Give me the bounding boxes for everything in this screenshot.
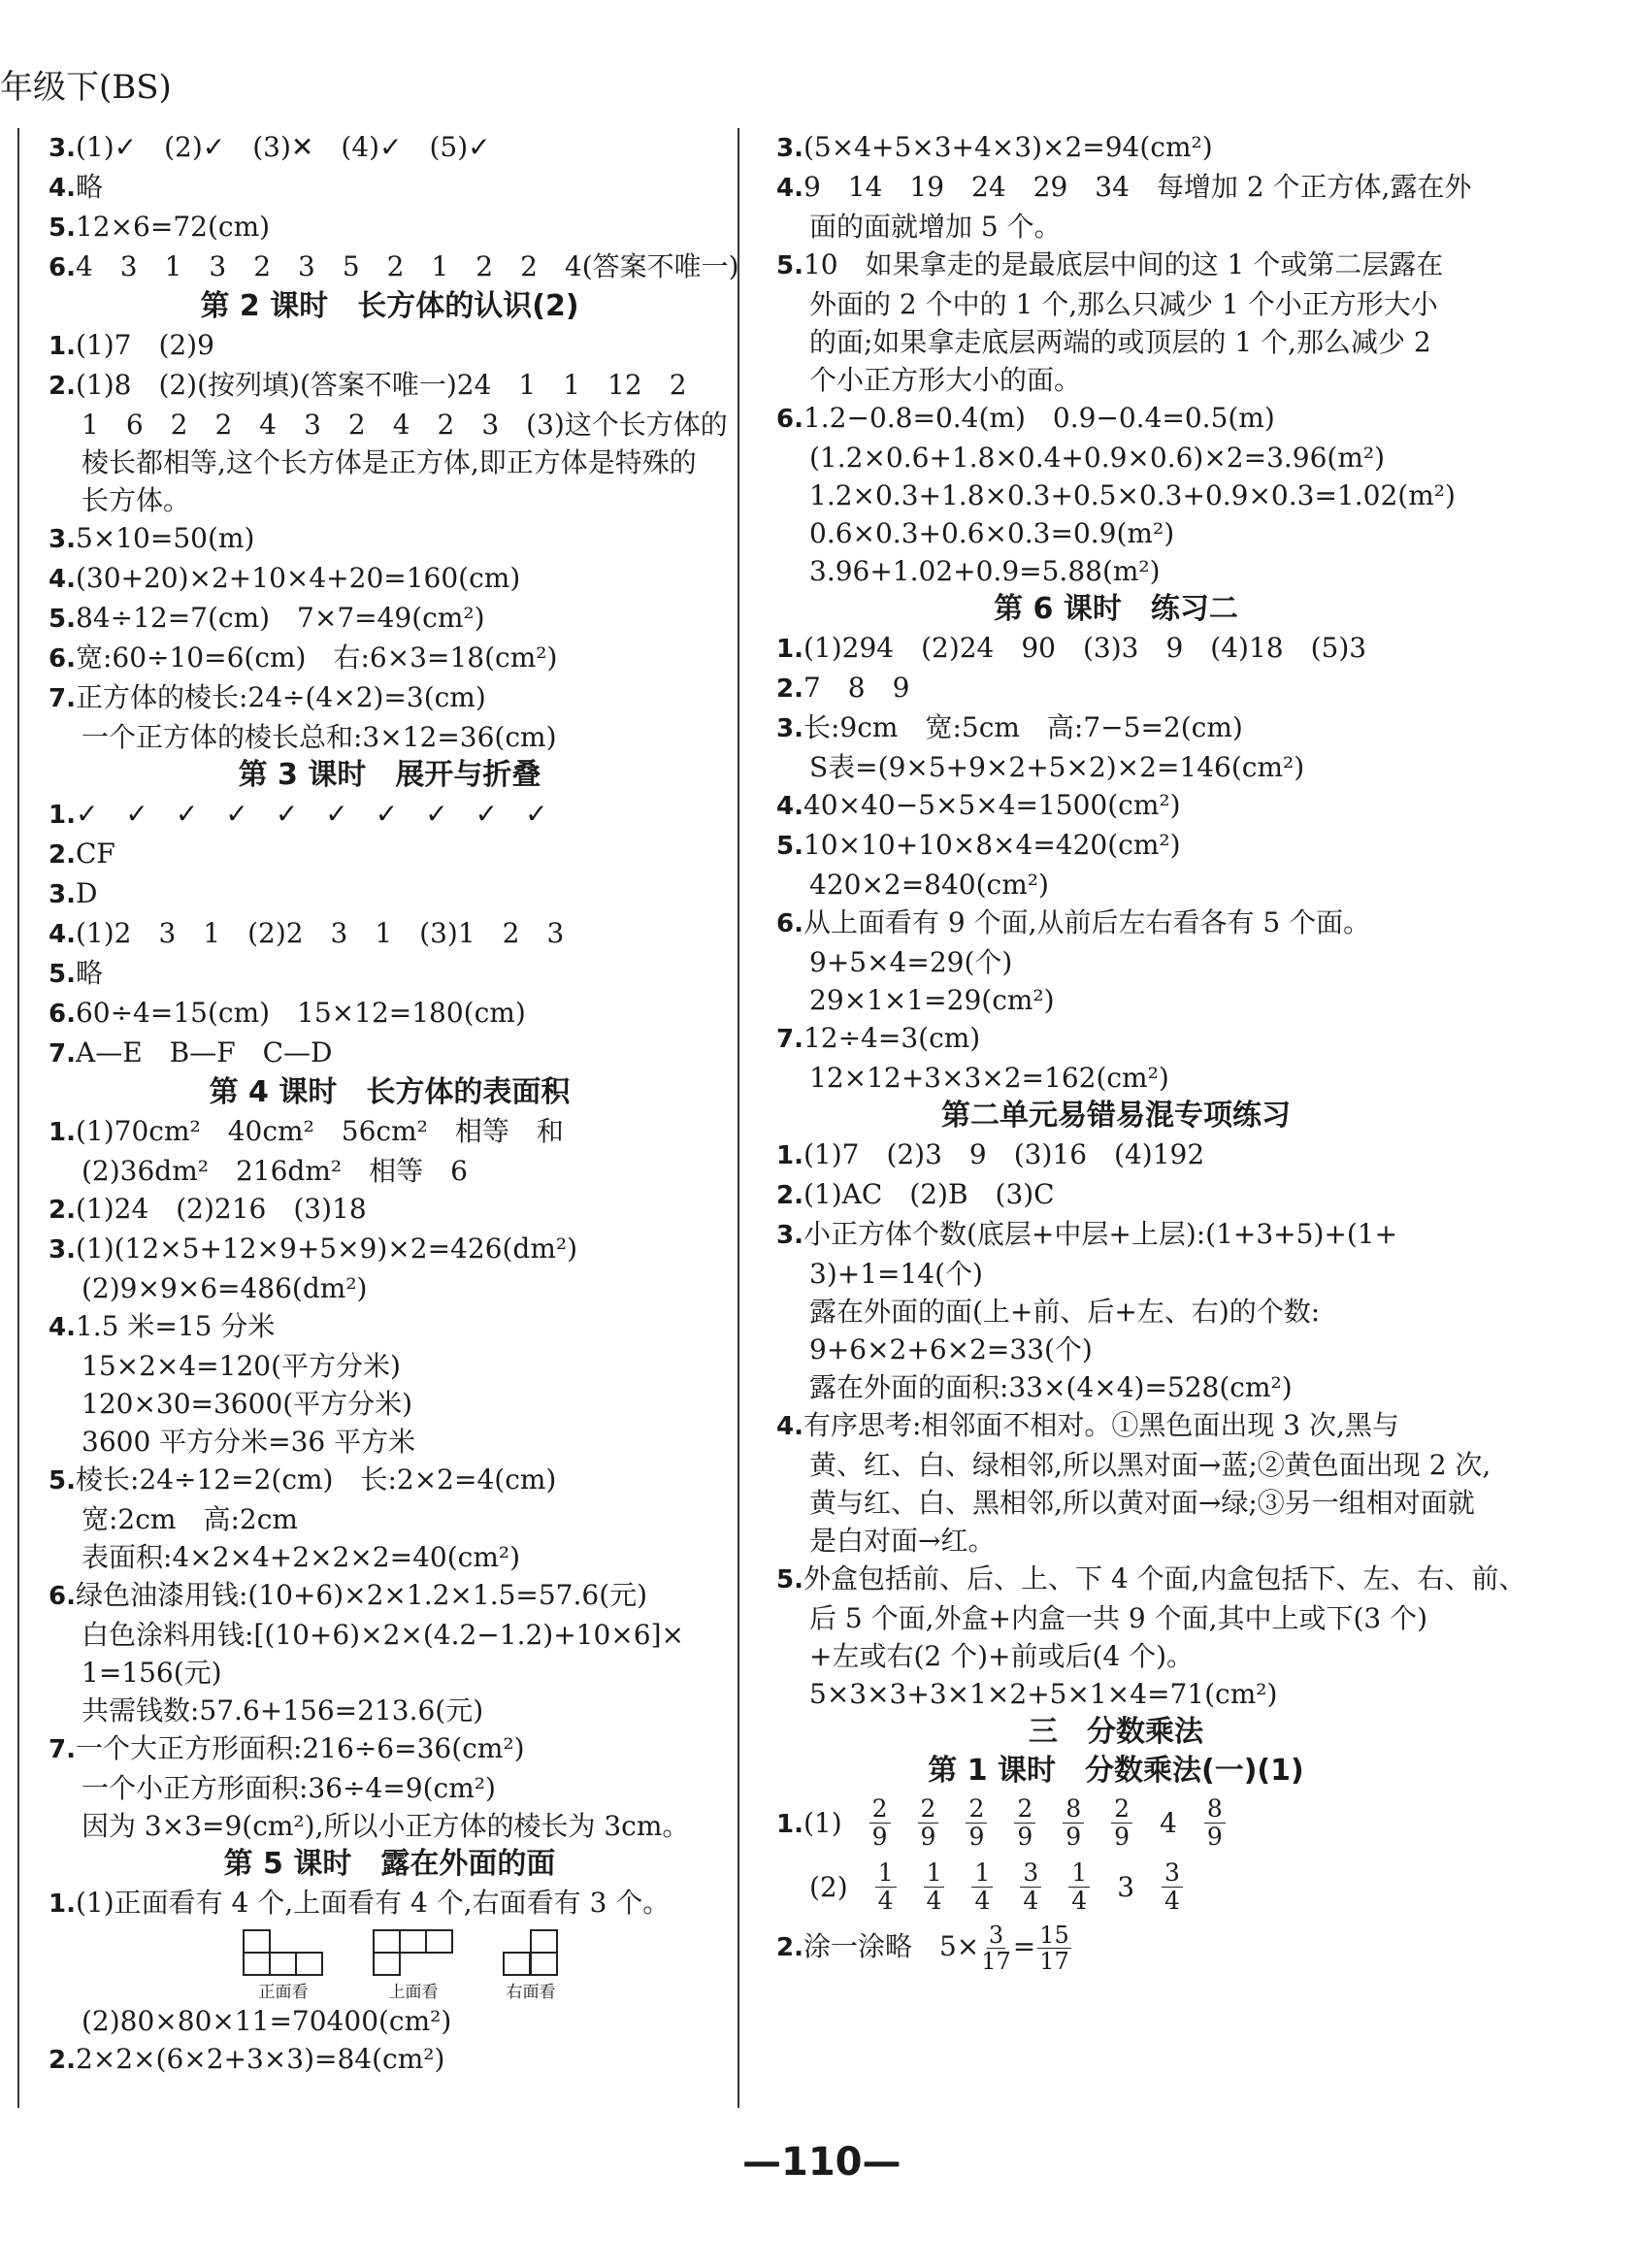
question-number: 3. <box>49 880 76 909</box>
question-number: 5. <box>776 1565 803 1594</box>
answer-line <box>49 208 731 247</box>
answer-text: 10 如果拿走的是最底层中间的这 1 个或第二层露在 <box>803 248 1444 280</box>
answer-text: 一个大正方形面积:216÷6=36(cm²) <box>75 1732 525 1764</box>
answer-continuation: 120×30=3600(平方分米) <box>82 1388 413 1420</box>
answer-continuation: 共需钱数:57.6+156=213.6(元) <box>82 1694 484 1726</box>
answer-text: (1)70cm² 40cm² 56cm² 相等 和 <box>75 1115 564 1147</box>
answer-line <box>49 1230 731 1269</box>
answer-line <box>776 708 1456 748</box>
question-number: 2. <box>49 1196 76 1225</box>
answer-text: (1)24 (2)216 (3)18 <box>75 1193 367 1225</box>
answer-text: 2×2×(6×2+3×3)=84(cm²) <box>75 2043 445 2075</box>
section-heading: 第 1 课时 分数乘法(一)(1) <box>928 1754 1304 1788</box>
answer-line <box>49 2040 731 2080</box>
answer-text: CF <box>75 838 115 870</box>
answer-continuation: 9+6×2+6×2=33(个) <box>809 1333 1093 1365</box>
question-number: 5. <box>49 1466 76 1496</box>
answer-continuation: 个小正方形大小的面。 <box>809 364 1082 396</box>
left-tail-lines <box>49 2002 731 2080</box>
answer-continuation: 棱长都相等,这个长方体是正方体,即正方体是特殊的 <box>82 446 697 478</box>
answer-line <box>776 1560 1526 1599</box>
answer-continuation: 5×3×3+3×1×2+5×1×4=71(cm²) <box>809 1678 1278 1710</box>
question-number: 7. <box>776 1025 803 1054</box>
answer-line <box>49 168 731 208</box>
answer-text: 12×6=72(cm) <box>75 211 271 243</box>
fraction-answers-row-1 <box>776 1791 1456 1855</box>
answer-line <box>776 1406 1456 1446</box>
section-heading: 三 分数乘法 <box>1029 1715 1203 1749</box>
answer-line <box>49 874 731 914</box>
question-number: 6. <box>776 405 803 434</box>
question-number: 1. <box>776 1141 803 1170</box>
answer-text: (1)7 (2)9 <box>75 329 214 361</box>
answer-continuation: 露在外面的面(上+前、后+左、右)的个数: <box>809 1296 1321 1328</box>
answer-line <box>49 1884 731 1923</box>
answer-continuation: 29×1×1=29(cm²) <box>809 984 1055 1016</box>
question-number: 4. <box>49 565 76 594</box>
fraction: $\frac{1}{4}$ <box>875 1859 897 1915</box>
fraction: $\frac{1}{4}$ <box>924 1859 945 1915</box>
answer-continuation: 白色涂料用钱:[(10+6)×2×(4.2−1.2)+10×6]× <box>82 1619 684 1651</box>
top-view-figure <box>373 1929 454 2002</box>
answer-line <box>49 1729 731 1769</box>
fraction: $\frac{2}{9}$ <box>869 1795 891 1851</box>
answer-continuation: 一个小正方形面积:36÷4=9(cm²) <box>82 1772 496 1804</box>
answer-continuation: 露在外面的面积:33×(4×4)=528(cm²) <box>809 1371 1293 1403</box>
answer-continuation: 面的面就增加 5 个。 <box>809 211 1062 243</box>
answer-continuation: (2)80×80×11=70400(cm²) <box>82 2005 452 2037</box>
answer-text: D <box>75 877 98 909</box>
question-number: 4. <box>776 1412 803 1441</box>
answer-text: 40×40−5×5×4=1500(cm²) <box>803 789 1181 821</box>
view-label-front: 正面看 <box>258 1983 309 2002</box>
answer-continuation: (1.2×0.6+1.8×0.4+0.9×0.6)×2=3.96(m²) <box>809 442 1386 474</box>
fraction: $\frac{2}{9}$ <box>1111 1795 1132 1851</box>
fraction: $\frac{3}{4}$ <box>1020 1859 1041 1915</box>
answer-line-q2: 2.涂一涂略 5× $\frac{3}{17}$ = $\frac{15}{17}$ <box>776 1922 1069 1975</box>
page-number: —110— <box>742 2140 901 2185</box>
answer-text: 12÷4=3(cm) <box>803 1022 981 1054</box>
answer-text: (1)(12×5+12×9+5×9)×2=426(dm²) <box>75 1233 578 1265</box>
answer-text: 小正方体个数(底层+中层+上层):(1+3+5)+(1+ <box>803 1218 1398 1250</box>
answer-continuation: 一个正方体的棱长总和:3×12=36(cm) <box>82 721 557 753</box>
fraction: $\frac{15}{17}$ <box>1039 1922 1069 1975</box>
answer-text: 有序思考:相邻面不相对。①黑色面出现 3 次,黑与 <box>803 1409 1399 1441</box>
answer-text: 外盒包括前、后、上、下 4 个面,内盒包括下、左、右、前、 <box>803 1562 1526 1594</box>
answer-line <box>49 519 731 559</box>
question-number: 1. <box>49 1890 76 1919</box>
fraction: $\frac{8}{9}$ <box>1204 1795 1226 1851</box>
answer-line <box>776 1175 1456 1215</box>
answer-line <box>49 994 731 1034</box>
question-number: 5. <box>49 960 76 989</box>
answer-line <box>776 168 1472 208</box>
answer-continuation: 黄与红、白、黑相邻,所以黄对面→绿;③另一组相对面就 <box>809 1487 1475 1519</box>
answer-text: 长:9cm 宽:5cm 高:7−5=2(cm) <box>803 711 1243 743</box>
answer-continuation: 外面的 2 个中的 1 个,那么只减少 1 个小正方形大小 <box>809 288 1438 320</box>
question-number: 2. <box>49 372 76 401</box>
answer-line <box>776 1135 1456 1175</box>
answer-line <box>776 1215 1456 1255</box>
answer-continuation: 1 6 2 2 4 3 2 4 2 3 (3)这个长方体的 <box>82 409 728 441</box>
view-label-top: 上面看 <box>388 1983 439 2002</box>
row-lead: (2) <box>809 1870 848 1903</box>
section-heading: 第 3 课时 展开与折叠 <box>238 758 541 792</box>
answer-text: 宽:60÷10=6(cm) 右:6×3=18(cm²) <box>75 641 558 674</box>
question-number: 4. <box>776 792 803 821</box>
answer-continuation: S表=(9×5+9×2+5×2)×2=146(cm²) <box>809 751 1305 783</box>
answer-continuation: 3600 平方分米=36 平方米 <box>82 1426 416 1458</box>
question-number: 6. <box>49 1582 76 1611</box>
answer-text: 略 <box>75 957 103 989</box>
answer-text: 棱长:24÷12=2(cm) 长:2×2=4(cm) <box>75 1463 557 1496</box>
answer-line <box>49 1034 731 1073</box>
answer-line <box>49 1307 731 1347</box>
answer-line <box>49 128 731 168</box>
answer-text: 9 14 19 24 29 34 每增加 2 个正方体,露在外 <box>803 171 1472 203</box>
answer-line <box>776 629 1456 669</box>
answer-continuation: 3)+1=14(个) <box>809 1258 983 1290</box>
section-heading: 第二单元易错易混专项练习 <box>941 1099 1291 1133</box>
answer-line <box>776 128 1456 168</box>
answer-line <box>776 904 1456 943</box>
answer-text: 60÷4=15(cm) 15×12=180(cm) <box>75 997 526 1029</box>
answer-continuation: 长方体。 <box>82 484 191 516</box>
question-number: 3. <box>49 525 76 554</box>
answer-continuation: 9+5×4=29(个) <box>809 946 1013 978</box>
answer-text: 7 8 9 <box>803 672 910 704</box>
question-number: 2. <box>776 1181 803 1210</box>
answer-line <box>49 954 731 994</box>
answer-line <box>49 914 731 954</box>
answer-line <box>49 1576 731 1616</box>
question-number: 5. <box>49 605 76 634</box>
question-number: 1. <box>49 801 76 830</box>
answer-line <box>49 639 731 678</box>
answer-line <box>49 326 731 366</box>
answer-continuation: 黄、红、白、绿相邻,所以黑对面→蓝;②黄色面出现 2 次, <box>809 1449 1491 1481</box>
question-number: 3. <box>49 134 76 163</box>
fraction: $\frac{1}{4}$ <box>971 1859 993 1915</box>
question-number: 7. <box>49 684 76 713</box>
answer-text: 5×10=50(m) <box>75 522 255 554</box>
fraction: $\frac{2}{9}$ <box>1014 1795 1035 1851</box>
whole-number: 4 <box>1160 1806 1177 1839</box>
answer-text: (1)7 (2)3 9 (3)16 (4)192 <box>803 1138 1205 1170</box>
answer-continuation: (2)36dm² 216dm² 相等 6 <box>82 1155 468 1187</box>
fraction: $\frac{1}{4}$ <box>1068 1859 1090 1915</box>
question-number: 2. <box>49 2046 76 2075</box>
question-number: 3. <box>776 1221 803 1250</box>
answer-line <box>49 1190 731 1230</box>
answer-continuation: 1.2×0.3+1.8×0.3+0.5×0.3+0.9×0.3=1.02(m²) <box>809 479 1456 511</box>
answer-text: 10×10+10×8×4=420(cm²) <box>803 829 1181 861</box>
answer-line <box>776 246 1456 285</box>
fraction: $\frac{8}{9}$ <box>1063 1795 1084 1851</box>
view-label-right: 右面看 <box>506 1983 556 2002</box>
question-number: 6. <box>49 644 76 674</box>
section-heading: 第 6 课时 练习二 <box>994 592 1238 626</box>
question-number: 7. <box>49 1735 76 1764</box>
question-number: 5. <box>776 251 803 280</box>
answer-text: 略 <box>75 171 103 203</box>
question-number: 6. <box>49 1000 76 1029</box>
question-number: 4. <box>49 1313 76 1342</box>
answer-line <box>49 599 731 639</box>
question-number: 7. <box>49 1039 76 1068</box>
question-number: 6. <box>776 909 803 938</box>
answer-line <box>776 669 1456 708</box>
question-number: 2. <box>776 674 803 704</box>
answer-continuation: +左或右(2 个)+前或后(4 个)。 <box>809 1640 1195 1672</box>
whole-number: 3 <box>1117 1870 1135 1903</box>
answer-line <box>49 1112 731 1152</box>
question-number: 3. <box>776 714 803 743</box>
answer-text: A—E B—F C—D <box>75 1036 333 1068</box>
answer-continuation: 420×2=840(cm²) <box>809 869 1049 901</box>
answer-continuation: 3.96+1.02+0.9=5.88(m²) <box>809 555 1161 587</box>
answer-continuation: 的面;如果拿走底层两端的或顶层的 1 个,那么减少 2 <box>809 326 1431 358</box>
answer-line <box>776 826 1456 866</box>
answer-continuation: 宽:2cm 高:2cm <box>82 1503 298 1535</box>
answer-continuation: 1=156(元) <box>82 1657 222 1689</box>
question-number: 4. <box>49 174 76 203</box>
section-heading: 第 4 课时 长方体的表面积 <box>209 1075 571 1109</box>
answer-text: 从上面看有 9 个面,从前后左右看各有 5 个面。 <box>803 906 1371 938</box>
left-column <box>17 128 739 2108</box>
question-number: 5. <box>776 832 803 861</box>
page-header: 年级下(BS) <box>0 68 172 107</box>
question-number: 1. <box>776 635 803 664</box>
answer-text: (1)AC (2)B (3)C <box>803 1178 1055 1210</box>
answer-line <box>49 835 731 874</box>
answer-continuation: 0.6×0.3+0.6×0.3=0.9(m²) <box>809 517 1175 549</box>
question-number: 3. <box>776 134 803 163</box>
answer-line <box>49 1461 731 1500</box>
question-number: 4. <box>776 174 803 203</box>
answer-continuation: 是白对面→红。 <box>809 1525 996 1557</box>
answer-text: (1)✓ (2)✓ (3)✕ (4)✓ (5)✓ <box>75 131 491 163</box>
answer-continuation: 后 5 个面,外盒+内盒一共 9 个面,其中上或下(3 个) <box>809 1602 1428 1634</box>
answer-continuation: 15×2×4=120(平方分米) <box>82 1350 401 1382</box>
question-number: 1. <box>49 332 76 361</box>
answer-continuation: 因为 3×3=9(cm²),所以小正方体的棱长为 3cm。 <box>82 1810 690 1842</box>
answer-text: (1)8 (2)(按列填)(答案不唯一)24 1 1 12 2 <box>75 369 687 401</box>
answer-text: 4 3 1 3 2 3 5 2 1 2 2 4(答案不唯一) <box>75 250 739 282</box>
question-number: 3. <box>49 1235 76 1265</box>
fraction: $\frac{3}{4}$ <box>1162 1859 1183 1915</box>
answer-line <box>776 1019 1456 1059</box>
answer-continuation: (2)9×9×6=486(dm²) <box>82 1272 368 1304</box>
answer-line <box>49 795 731 835</box>
fraction: $\frac{3}{17}$ <box>981 1922 1011 1975</box>
answer-text: (30+20)×2+10×4+20=160(cm) <box>75 562 521 594</box>
answer-text: 正方体的棱长:24÷(4×2)=3(cm) <box>75 681 486 713</box>
answer-text: ✓ ✓ ✓ ✓ ✓ ✓ ✓ ✓ ✓ ✓ <box>75 798 548 830</box>
question-number: 4. <box>49 920 76 949</box>
fraction: $\frac{2}{9}$ <box>918 1795 939 1851</box>
question-number: 5. <box>49 214 76 243</box>
answer-text: (5×4+5×3+4×3)×2=94(cm²) <box>803 131 1213 163</box>
answer-text: 绿色油漆用钱:(10+6)×2×1.2×1.5=57.6(元) <box>75 1579 648 1611</box>
answer-continuation: 表面积:4×2×4+2×2×2=40(cm²) <box>82 1541 521 1573</box>
answer-line <box>776 786 1456 826</box>
question-number: 2. <box>776 1933 803 1962</box>
answer-line <box>49 559 731 599</box>
fraction: $\frac{2}{9}$ <box>966 1795 987 1851</box>
left-lines <box>49 128 739 1923</box>
question-number: 1. <box>49 1118 76 1147</box>
answer-text: 1.2−0.8=0.4(m) 0.9−0.4=0.5(m) <box>803 402 1275 434</box>
answer-text: 1.5 米=15 分米 <box>75 1310 276 1342</box>
answer-text: 84÷12=7(cm) 7×7=49(cm²) <box>75 602 485 634</box>
question-number: 2. <box>49 840 76 870</box>
section-heading: 第 2 课时 长方体的认识(2) <box>200 289 579 323</box>
question-number: 6. <box>49 253 76 282</box>
row-lead: 1.(1) <box>776 1806 842 1839</box>
answer-continuation: 12×12+3×3×2=162(cm²) <box>809 1062 1169 1094</box>
answer-line <box>49 366 731 406</box>
answer-line <box>776 399 1456 439</box>
right-column <box>738 128 1526 2108</box>
section-heading: 第 5 课时 露在外面的面 <box>223 1847 556 1881</box>
answer-line <box>49 247 739 287</box>
answer-text: (1)294 (2)24 90 (3)3 9 (4)18 (5)3 <box>803 632 1367 664</box>
right-lines <box>776 128 1526 1791</box>
fraction-answers-row-2 <box>776 1855 1456 1919</box>
right-view-figure <box>503 1929 559 2002</box>
view-figures <box>243 1929 731 2002</box>
answer-text: (1)2 3 1 (2)2 3 1 (3)1 2 3 <box>75 917 565 949</box>
answer-text: (1)正面看有 4 个,上面看有 4 个,右面看有 3 个。 <box>75 1887 671 1919</box>
answer-line <box>49 678 731 718</box>
front-view-figure <box>243 1929 324 2002</box>
